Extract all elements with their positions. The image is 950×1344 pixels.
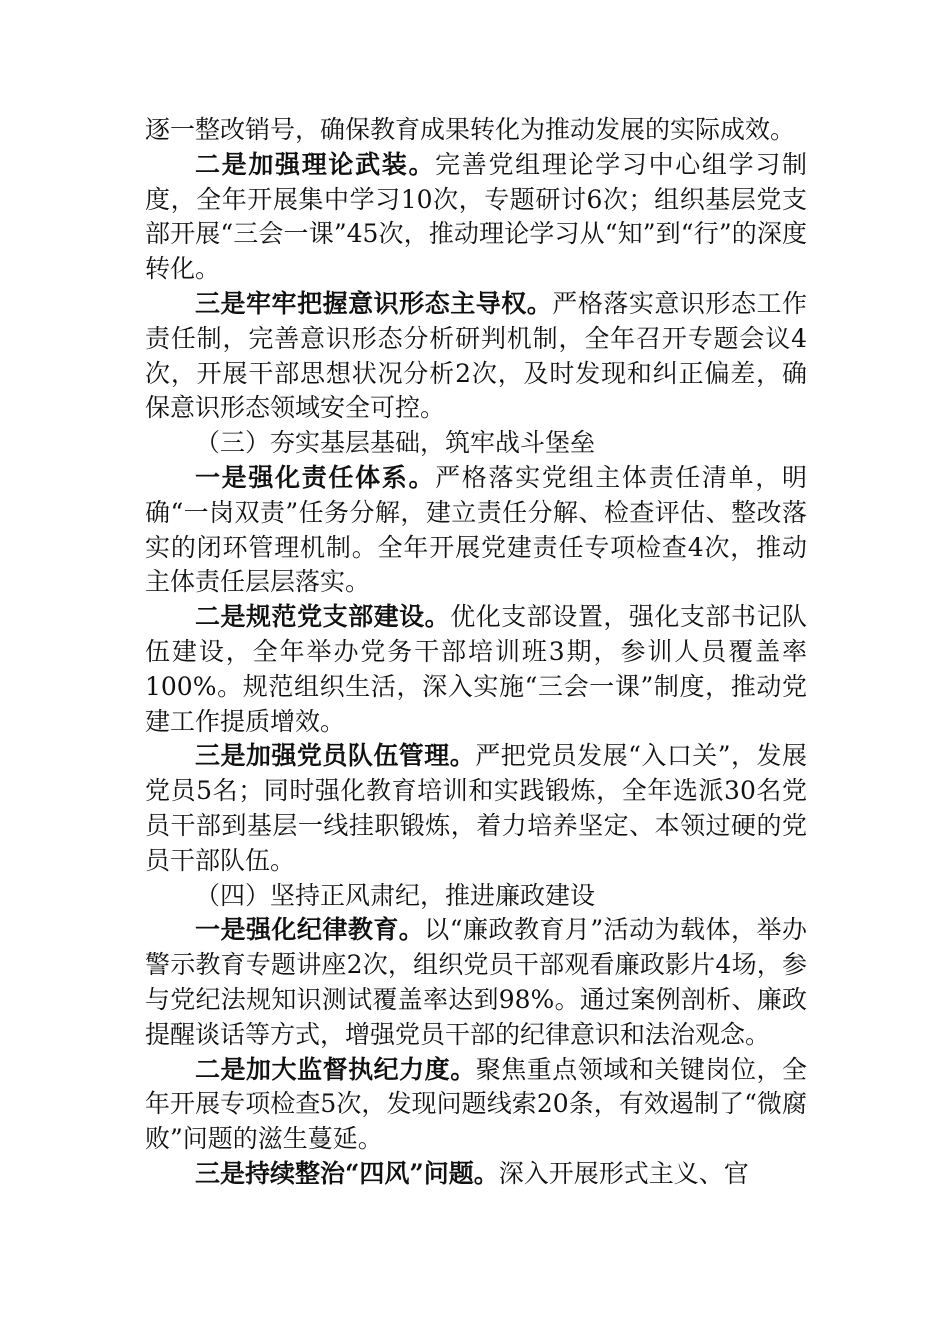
paragraph-lead: 三是牢牢把握意识形态主导权。 (195, 288, 553, 318)
paragraph-four-styles (145, 1157, 807, 1192)
paragraph-ideology (145, 287, 807, 426)
paragraph-responsibility (145, 461, 807, 600)
paragraph-lead: 三是持续整治“四风”问题。 (195, 1158, 499, 1188)
paragraph-theory-study (145, 148, 807, 287)
paragraph-lead: 一是强化纪律教育。 (195, 915, 425, 945)
paragraph-lead: 三是加强党员队伍管理。 (195, 741, 476, 771)
paragraph-text: 优化支部设置，强化支部书记队伍建设，全年举办党务干部培训班3期，参训人员覆盖率100%。规范组织生活，深入实施“三会一课”制度，推动党建工作提质增效。 (145, 602, 807, 736)
paragraph-lead: 二是加强理论武装。 (195, 149, 436, 179)
paragraph-text: 严格落实意识形态工作责任制，完善意识形态分析研判机制，全年召开专题会议4次，开展干部思想状况分析2次，及时发现和纠正偏差，确保意识形态领域安全可控。 (145, 288, 807, 423)
section-heading-4: （四）坚持正风肃纪，推进廉政建设 (195, 880, 596, 910)
paragraph-text: 完善党组理论学习中心组学习制度，全年开展集中学习10次，专题研讨6次；组织基层党支部开展“三会一课”45次，推动理论学习从“知”到“行”的深度转化。 (145, 149, 807, 284)
paragraph-discipline-education (145, 913, 807, 1052)
paragraph-text: 逐一整改销号，确保教育成果转化为推动发展的实际成效。 (145, 115, 796, 144)
paragraph-branch-building (145, 600, 807, 739)
section-heading-3: （三）夯实基层基础，筑牢战斗堡垒 (195, 428, 596, 458)
paragraph-lead: 一是强化责任体系。 (195, 462, 436, 492)
paragraph-lead: 二是加大监督执纪力度。 (195, 1054, 476, 1084)
paragraph-lead: 二是规范党支部建设。 (195, 602, 451, 632)
paragraph-continuation (145, 113, 807, 148)
paragraph-text: 严把党员发展“入口关”，发展党员5名；同时强化教育培训和实践锻炼，全年选派30名党员干部到基层一线挂职锻炼，着力培养坚定、本领过硬的党员干部队伍。 (145, 741, 807, 875)
paragraph-member-management (145, 739, 807, 878)
paragraph-supervision (145, 1053, 807, 1157)
paragraph-text: 深入开展形式主义、官 (498, 1158, 749, 1188)
document-page (145, 113, 807, 1192)
paragraph-text: 严格落实党组主体责任清单，明确“一岗双责”任务分解，建立责任分解、检查评估、整改落实的闭环管理机制。全年开展党建责任专项检查4次，推动主体责任层层落实。 (145, 462, 807, 597)
paragraph-text: 以“廉政教育月”活动为载体，举办警示教育专题讲座2次，组织党员干部观看廉政影片4场，参与党纪法规知识测试覆盖率达到98%。通过案例剖析、廉政提醒谈话等方式，增强党员干部的纪律意识和法治观念。 (145, 915, 807, 1049)
paragraph-text: 聚焦重点领域和关键岗位，全年开展专项检查5次，发现问题线索20条，有效遏制了“微腐败”问题的滋生蔓延。 (145, 1054, 807, 1154)
